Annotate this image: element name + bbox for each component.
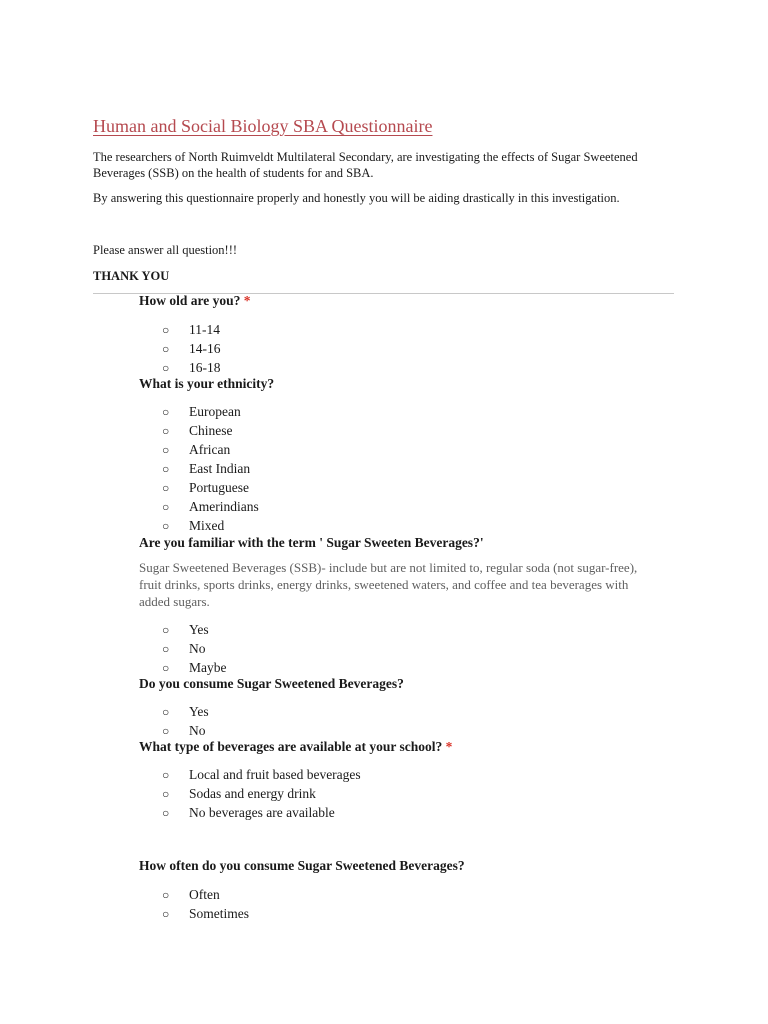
options-familiarity bbox=[162, 620, 227, 677]
options-frequency bbox=[162, 885, 249, 923]
option-label: African bbox=[189, 442, 231, 457]
instruction-text: Please answer all question!!! bbox=[93, 243, 238, 257]
radio-circle-icon[interactable]: ○ bbox=[162, 787, 170, 801]
radio-circle-icon[interactable]: ○ bbox=[162, 481, 170, 495]
option-label: Yes bbox=[189, 704, 209, 719]
radio-option[interactable] bbox=[162, 702, 209, 721]
intro-paragraph: The researchers of North Ruimveldt Multilateral Secondary, are investigating the effects of Sugar Sweetened Beverages (SSB) on the health of students for and SBA. bbox=[93, 150, 638, 180]
radio-option[interactable] bbox=[162, 440, 259, 459]
option-label: East Indian bbox=[189, 461, 251, 476]
question-beverage-types bbox=[139, 739, 452, 755]
question-consume bbox=[139, 676, 404, 692]
option-label: Chinese bbox=[189, 423, 233, 438]
option-label: Sodas and energy drink bbox=[189, 786, 316, 801]
question-text: Are you familiar with the term ' Sugar Sweeten Beverages?' bbox=[139, 535, 484, 550]
radio-option[interactable] bbox=[162, 784, 361, 803]
radio-option[interactable] bbox=[162, 885, 249, 904]
option-label: 11-14 bbox=[189, 322, 220, 337]
radio-option[interactable] bbox=[162, 904, 249, 923]
radio-circle-icon[interactable]: ○ bbox=[162, 405, 170, 419]
radio-option[interactable] bbox=[162, 402, 259, 421]
radio-option[interactable] bbox=[162, 639, 227, 658]
option-label: Amerindians bbox=[189, 499, 259, 514]
radio-circle-icon[interactable]: ○ bbox=[162, 500, 170, 514]
radio-option[interactable] bbox=[162, 803, 361, 822]
option-label: Often bbox=[189, 887, 220, 902]
radio-option[interactable] bbox=[162, 459, 259, 478]
radio-circle-icon[interactable]: ○ bbox=[162, 323, 170, 337]
radio-circle-icon[interactable]: ○ bbox=[162, 623, 170, 637]
question-familiarity bbox=[139, 535, 484, 551]
intro-paragraph-2: By answering this questionnaire properly and honestly you will be aiding drastically in this investigation. bbox=[93, 191, 620, 205]
radio-circle-icon[interactable]: ○ bbox=[162, 519, 170, 533]
question-ethnicity bbox=[139, 376, 274, 392]
option-label: 14-16 bbox=[189, 341, 221, 356]
radio-option[interactable] bbox=[162, 358, 221, 377]
required-marker: * bbox=[445, 739, 453, 754]
radio-option[interactable] bbox=[162, 516, 259, 535]
options-beverage-types bbox=[162, 765, 361, 822]
radio-circle-icon[interactable]: ○ bbox=[162, 361, 170, 375]
radio-circle-icon[interactable]: ○ bbox=[162, 443, 170, 457]
radio-circle-icon[interactable]: ○ bbox=[162, 888, 170, 902]
question-text: How often do you consume Sugar Sweetened Beverages? bbox=[139, 858, 465, 873]
radio-circle-icon[interactable]: ○ bbox=[162, 661, 170, 675]
option-label: No bbox=[189, 641, 206, 656]
question-text: How old are you? bbox=[139, 293, 241, 308]
thank-you-text: THANK YOU bbox=[93, 269, 170, 283]
option-label: Portuguese bbox=[189, 480, 249, 495]
radio-circle-icon[interactable]: ○ bbox=[162, 462, 170, 476]
radio-option[interactable] bbox=[162, 478, 259, 497]
option-label: No beverages are available bbox=[189, 805, 335, 820]
question-text: What type of beverages are available at your school? bbox=[139, 739, 443, 754]
option-label: 16-18 bbox=[189, 360, 221, 375]
radio-circle-icon[interactable]: ○ bbox=[162, 342, 170, 356]
option-label: Maybe bbox=[189, 660, 227, 675]
radio-circle-icon[interactable]: ○ bbox=[162, 806, 170, 820]
radio-circle-icon[interactable]: ○ bbox=[162, 768, 170, 782]
question-age bbox=[139, 293, 251, 309]
radio-option[interactable] bbox=[162, 658, 227, 677]
radio-option[interactable] bbox=[162, 320, 221, 339]
page-title: Human and Social Biology SBA Questionnaire bbox=[93, 116, 433, 136]
required-marker: * bbox=[243, 293, 251, 308]
radio-circle-icon[interactable]: ○ bbox=[162, 642, 170, 656]
options-consume bbox=[162, 702, 209, 740]
question-description: Sugar Sweetened Beverages (SSB)- include but are not limited to, regular soda (not sugar-free), fruit drinks, sports drinks, energy drinks, sweetened waters, and coffee and tea beverages with added sugars. bbox=[139, 560, 638, 609]
radio-circle-icon[interactable]: ○ bbox=[162, 724, 170, 738]
option-label: European bbox=[189, 404, 241, 419]
radio-circle-icon[interactable]: ○ bbox=[162, 907, 170, 921]
radio-option[interactable] bbox=[162, 765, 361, 784]
option-label: No bbox=[189, 723, 206, 738]
radio-option[interactable] bbox=[162, 620, 227, 639]
radio-option[interactable] bbox=[162, 497, 259, 516]
question-text: Do you consume Sugar Sweetened Beverages? bbox=[139, 676, 404, 691]
radio-circle-icon[interactable]: ○ bbox=[162, 424, 170, 438]
options-ethnicity bbox=[162, 402, 259, 535]
radio-option[interactable] bbox=[162, 339, 221, 358]
option-label: Local and fruit based beverages bbox=[189, 767, 361, 782]
radio-option[interactable] bbox=[162, 421, 259, 440]
option-label: Mixed bbox=[189, 518, 225, 533]
options-age bbox=[162, 320, 221, 377]
radio-option[interactable] bbox=[162, 721, 209, 740]
option-label: Sometimes bbox=[189, 906, 249, 921]
option-label: Yes bbox=[189, 622, 209, 637]
radio-circle-icon[interactable]: ○ bbox=[162, 705, 170, 719]
question-frequency bbox=[139, 858, 465, 874]
question-text: What is your ethnicity? bbox=[139, 376, 275, 391]
